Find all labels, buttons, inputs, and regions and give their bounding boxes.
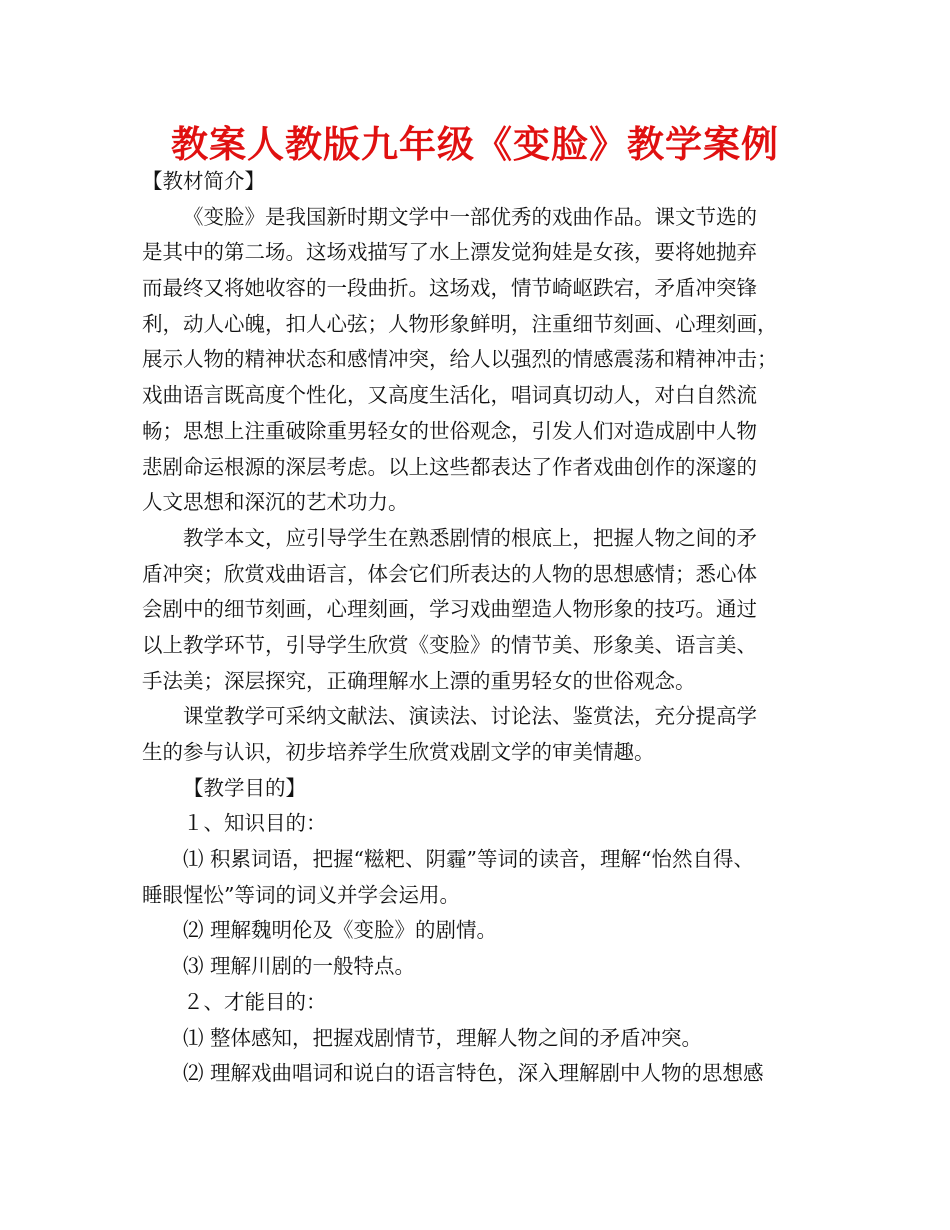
paragraph-line: 人文思想和深沉的艺术功力。 <box>142 490 409 515</box>
goal2-heading: ２、才能目的： <box>183 989 327 1014</box>
section-heading-intro: 【教材简介】 <box>142 169 265 193</box>
paragraph-line: 教学本文，应引导学生在熟悉剧情的根底上，把握人物之间的矛 <box>183 525 757 550</box>
paragraph-line: 会剧中的细节刻画，心理刻画，学习戏曲塑造人物形象的技巧。通过 <box>142 597 757 622</box>
paragraph-line: 《变脸》是我国新时期文学中一部优秀的戏曲作品。课文节选的 <box>183 204 757 229</box>
paragraph-line: 是其中的第二场。这场戏描写了水上漂发觉狗娃是女孩，要将她抛弃 <box>142 240 757 265</box>
document-title: 教案人教版九年级《变脸》教学案例 <box>171 123 779 166</box>
paragraph-line: 悲剧命运根源的深层考虑。以上这些都表达了作者戏曲创作的深邃的 <box>142 454 757 479</box>
paragraph-line: 手法美；深层探究，正确理解水上漂的重男轻女的世俗观念。 <box>142 668 696 693</box>
paragraph-intro <box>142 200 822 521</box>
goal1-item3: ⑶ 理解川剧的一般特点。 <box>183 954 416 979</box>
paragraph-line: 戏曲语言既高度个性化，又高度生活化，唱词真切动人，对白自然流 <box>142 383 757 408</box>
paragraph-methods <box>142 699 822 770</box>
paragraph-line: 盾冲突；欣赏戏曲语言，体会它们所表达的人物的思想感情；悉心体 <box>142 561 757 586</box>
goal2-item1: ⑴ 整体感知，把握戏剧情节，理解人物之间的矛盾冲突。 <box>183 1025 703 1050</box>
goal1-item1-line: 睡眼惺忪”等词的词义并学会运用。 <box>142 882 460 907</box>
document-body <box>142 164 822 1092</box>
section-heading-goals: 【教学目的】 <box>183 775 306 800</box>
goal1-item2: ⑵ 理解魏明伦及《变脸》的剧情。 <box>183 918 498 943</box>
paragraph-line: 而最终又将她收容的一段曲折。这场戏，情节崎岖跌宕，矛盾冲突锋 <box>142 276 757 301</box>
paragraph-line: 展示人物的精神状态和感情冲突，给人以强烈的情感震荡和精神冲击； <box>142 347 778 372</box>
paragraph-line: 生的参与认识，初步培养学生欣赏戏剧文学的审美情趣。 <box>142 740 655 764</box>
paragraph-line: 以上教学环节，引导学生欣赏《变脸》的情节美、形象美、语言美、 <box>142 632 757 657</box>
paragraph-teaching <box>142 521 822 699</box>
goal2-item2: ⑵ 理解戏曲唱词和说白的语言特色，深入理解剧中人物的思想感 <box>183 1061 764 1086</box>
goal1-heading: １、知识目的： <box>183 811 327 836</box>
paragraph-line: 课堂教学可采纳文献法、演读法、讨论法、鉴赏法，充分提高学 <box>183 704 757 729</box>
paragraph-line: 利，动人心魄，扣人心弦；人物形象鲜明，注重细节刻画、心理刻画， <box>142 311 778 336</box>
paragraph-line: 畅；思想上注重破除重男轻女的世俗观念，引发人们对造成剧中人物 <box>142 418 757 443</box>
goal1-item1-line: ⑴ 积累词语，把握“糍粑、阴霾”等词的读音，理解“怡然自得、 <box>183 847 754 872</box>
